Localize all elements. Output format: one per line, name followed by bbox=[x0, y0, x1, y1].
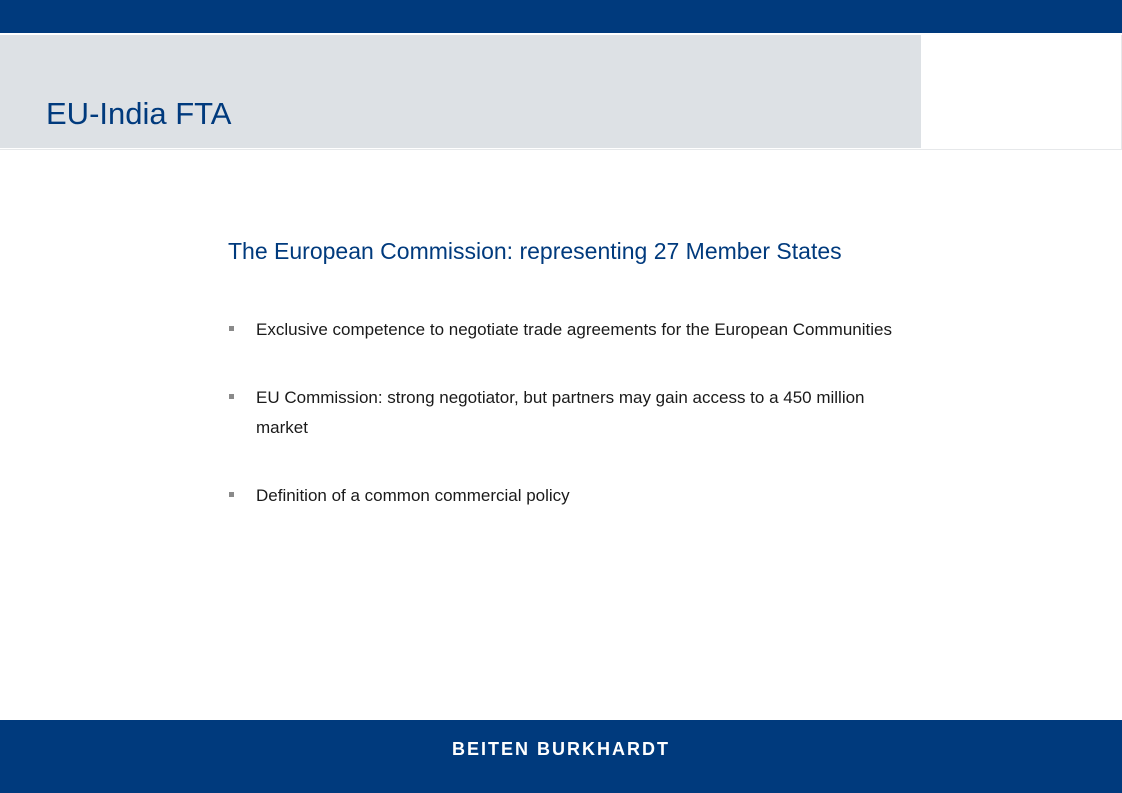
bullet-item bbox=[228, 481, 908, 511]
section-heading: The European Commission: representing 27 Member States bbox=[228, 238, 842, 264]
square-bullet-icon bbox=[229, 492, 234, 497]
bullet-text: EU Commission: strong negotiator, but partners may gain access to a 450 million market bbox=[256, 388, 865, 437]
slide-title: EU-India FTA bbox=[46, 96, 232, 131]
bullet-text: Definition of a common commercial policy bbox=[256, 486, 570, 505]
slide-content bbox=[228, 234, 908, 511]
top-bar bbox=[0, 0, 1122, 33]
company-logo: BEITEN BURKHARDT bbox=[452, 739, 670, 759]
square-bullet-icon bbox=[229, 326, 234, 331]
bullet-text: Exclusive competence to negotiate trade agreements for the European Communities bbox=[256, 320, 892, 339]
square-bullet-icon bbox=[229, 394, 234, 399]
bullet-item bbox=[228, 315, 908, 345]
bullet-item bbox=[228, 383, 908, 443]
bullet-list bbox=[228, 315, 908, 511]
title-band-divider bbox=[0, 149, 1122, 150]
